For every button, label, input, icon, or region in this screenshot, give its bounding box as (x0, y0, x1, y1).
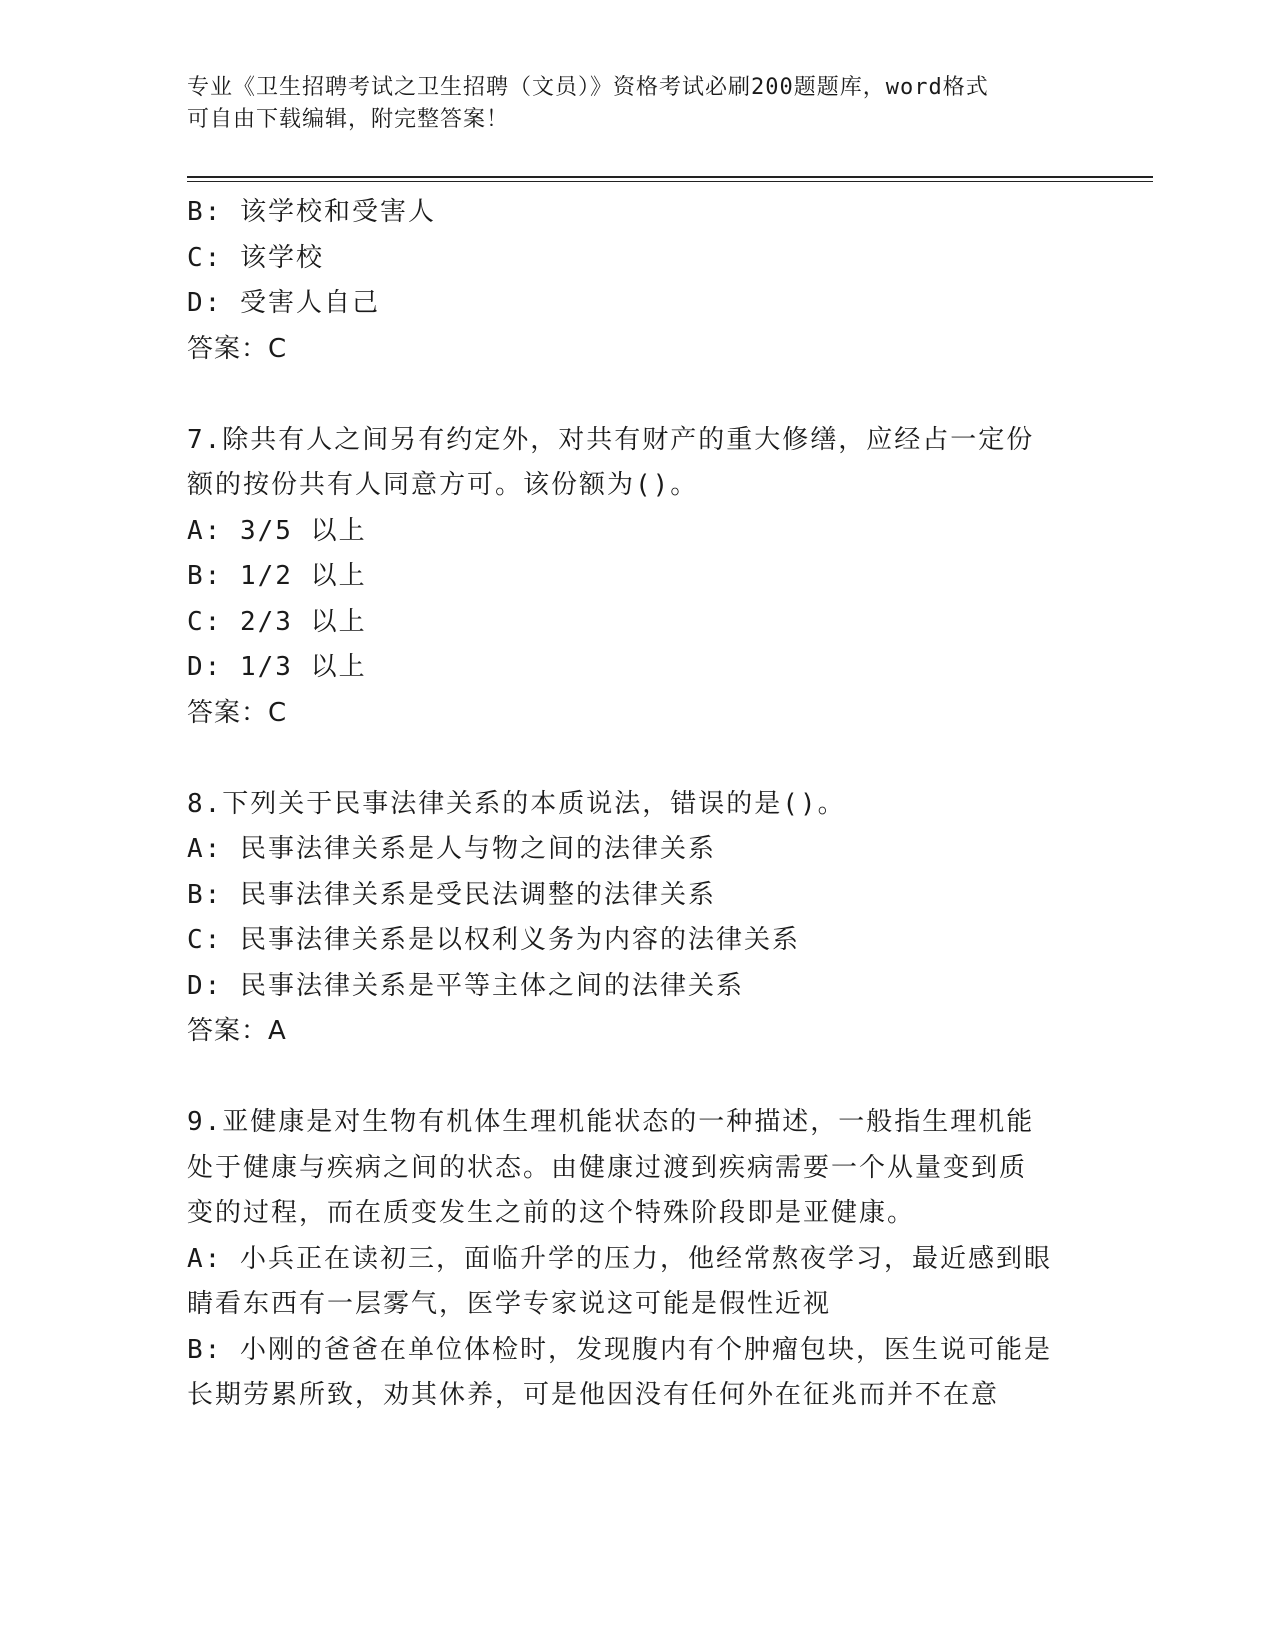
spacer (187, 372, 1087, 418)
question-6-tail (187, 190, 1087, 372)
question-stem-line: 处于健康与疾病之间的状态。由健康过渡到疾病需要一个从量变到质 (187, 1152, 1028, 1183)
answer-label: 答案：C (187, 333, 288, 364)
option-b: B: 民事法律关系是受民法调整的法律关系 (187, 879, 716, 910)
question-content (187, 190, 1087, 1419)
option-c: C: 该学校 (187, 242, 324, 273)
question-stem-line: 9.亚健康是对生物有机体生理机能状态的一种描述，一般指生理机能 (187, 1107, 1035, 1137)
option-b-continued: 长期劳累所致，劝其休养，可是他因没有任何外在征兆而并不在意 (187, 1380, 1000, 1410)
spacer (187, 736, 1087, 782)
option-d: D: 民事法律关系是平等主体之间的法律关系 (187, 970, 744, 1001)
question-stem-line: 8.下列关于民事法律关系的本质说法，错误的是()。 (187, 788, 846, 819)
question-stem-line: 7.除共有人之间另有约定外，对共有财产的重大修缮，应经占一定份 (187, 424, 1035, 455)
question-stem-line: 额的按份共有人同意方可。该份额为()。 (187, 470, 699, 500)
question-8 (187, 782, 1087, 1055)
option-c: C: 2/3 以上 (187, 606, 367, 637)
header-line-1: 专业《卫生招聘考试之卫生招聘（文员）》资格考试必刷200题题库，word格式 (187, 75, 989, 100)
option-b: B: 该学校和受害人 (187, 197, 436, 227)
answer-label: 答案：A (187, 1016, 287, 1046)
option-c: C: 民事法律关系是以权利义务为内容的法律关系 (187, 925, 800, 955)
question-9 (187, 1100, 1087, 1419)
header-line-2: 可自由下载编辑，附完整答案！ (187, 107, 510, 132)
option-a-continued: 睛看东西有一层雾气，医学专家说这可能是假性近视 (187, 1289, 832, 1319)
question-7 (187, 418, 1087, 737)
option-d: D: 1/3 以上 (187, 652, 367, 682)
option-d: D: 受害人自己 (187, 288, 380, 318)
header-divider-thick (187, 176, 1153, 178)
question-stem-line: 变的过程，而在质变发生之前的这个特殊阶段即是亚健康。 (187, 1198, 916, 1228)
option-b: B: 1/2 以上 (187, 561, 367, 591)
answer-label: 答案：C (187, 697, 288, 728)
spacer (187, 1055, 1087, 1101)
option-a: A: 3/5 以上 (187, 515, 367, 546)
page-header (187, 72, 1087, 136)
option-a: A: 民事法律关系是人与物之间的法律关系 (187, 834, 716, 864)
option-b: B: 小刚的爸爸在单位体检时，发现腹内有个肿瘤包块，医生说可能是 (187, 1334, 1052, 1365)
header-divider-thin (187, 181, 1153, 182)
option-a: A: 小兵正在读初三，面临升学的压力，他经常熬夜学习，最近感到眼 (187, 1243, 1052, 1274)
